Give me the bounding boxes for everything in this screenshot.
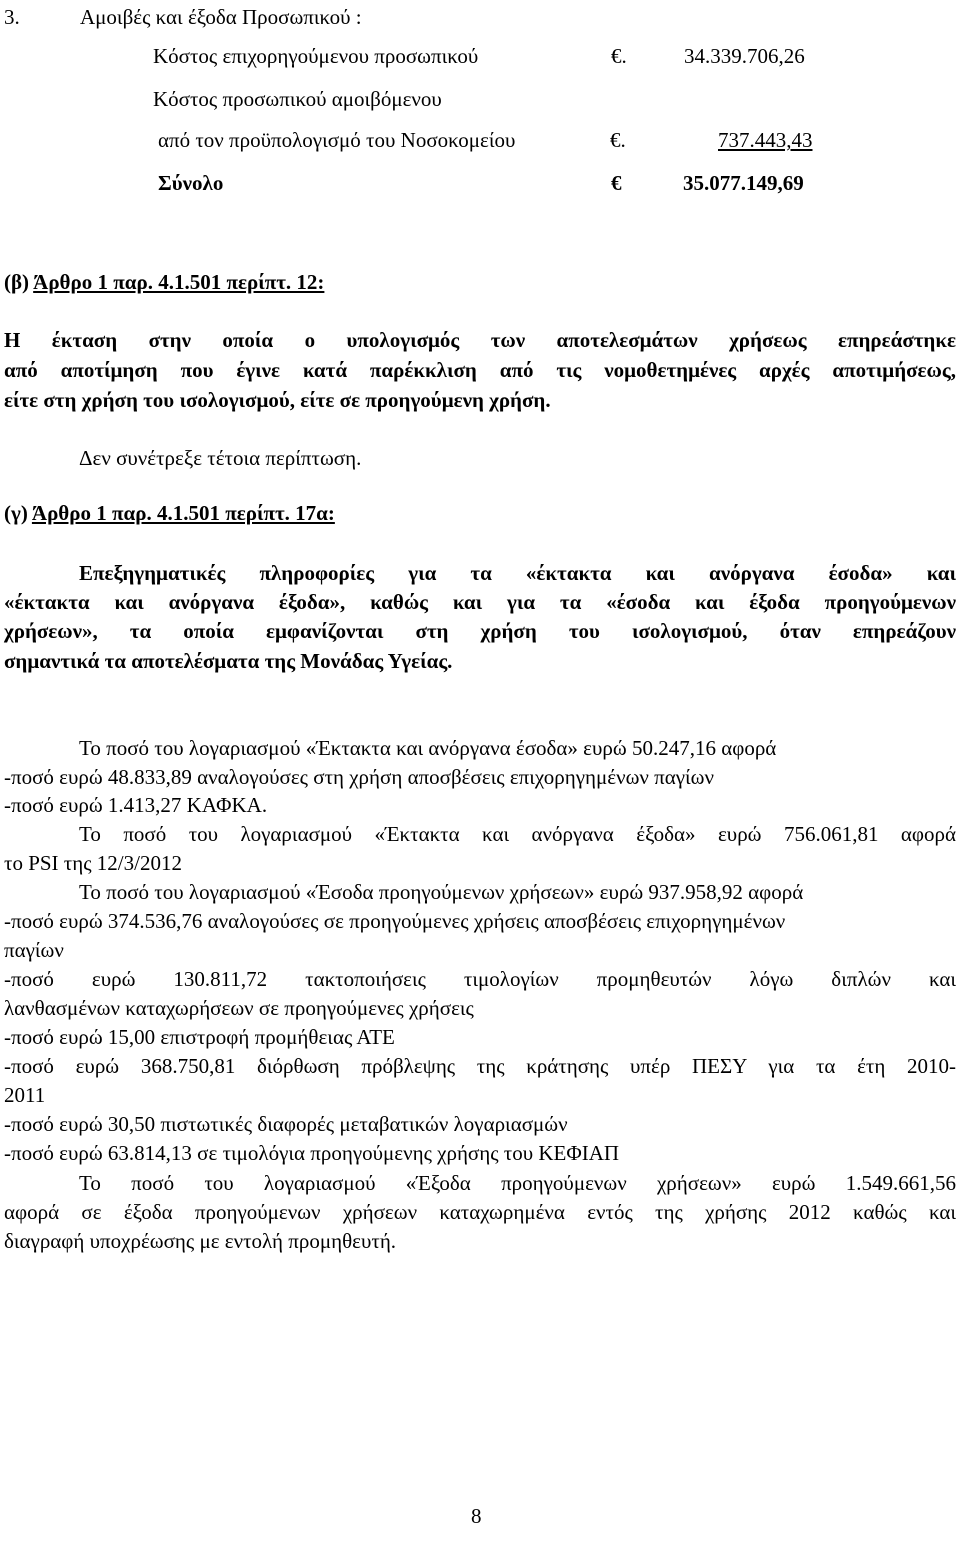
section-c-prefix: (γ) [4,501,28,525]
detail-line-2: -ποσό ευρώ 48.833,89 αναλογούσες στη χρήση αποσβέσεις επιχορηγημένων παγίων [4,765,715,789]
personnel-budget-label-line2: από τον προϋπολογισμό του Νοσοκομείου [158,128,516,152]
detail-line-15: -ποσό ευρώ 63.814,13 σε τιμολόγια προηγούμενης χρήσης του ΚΕΦΙΑΠ [4,1141,620,1165]
detail-line-7: -ποσό ευρώ 374.536,76 αναλογούσες σε προηγούμενες χρήσεις αποσβέσεις επιχορηγημένων [4,909,786,933]
personnel-budget-currency: €. [610,128,626,152]
detail-line-14: -ποσό ευρώ 30,50 πιστωτικές διαφορές μεταβατικών λογαριασμών [4,1112,568,1136]
section-b-paragraph-line2: από αποτίμηση που έγινε κατά παρέκκλιση από τις νομοθετημένες αρχές αποτιμήσεως, [4,358,956,382]
section-c-article: Άρθρο 1 παρ. 4.1.501 περίπτ. 17α: [31,501,335,525]
total-amount: 35.077.149,69 [683,171,804,195]
section-c-paragraph-line3: χρήσεων», τα οποία εμφανίζονται στη χρήση του ισολογισμού, όταν επηρεάζουν [4,619,956,643]
detail-line-9: -ποσό ευρώ 130.811,72 τακτοποιήσεις τιμολογίων προμηθευτών λόγω διπλών και [4,967,956,991]
detail-line-10: λανθασμένων καταχωρήσεων σε προηγούμενες χρήσεις [4,996,474,1020]
section-b-article: Άρθρο 1 παρ. 4.1.501 περίπτ. 12: [33,270,325,294]
section-b-answer: Δεν συνέτρεξε τέτοια περίπτωση. [79,446,362,470]
detail-line-5: το PSI της 12/3/2012 [4,851,182,875]
section-c-heading [4,500,335,526]
detail-prior-year-expenses: Το ποσό του λογαριασμού «Έξοδα προηγούμενων χρήσεων» ευρώ 1.549.661,56 [79,1171,956,1195]
detail-line-18: διαγραφή υποχρέωσης με εντολή προμηθευτή. [4,1229,397,1253]
detail-prior-year-income: Το ποσό του λογαριασμού «Έσοδα προηγούμενων χρήσεων» ευρώ 937.958,92 αφορά [79,880,804,904]
detail-line-12: -ποσό ευρώ 368.750,81 διόρθωση πρόβλεψης της κράτησης υπέρ ΠΕΣΥ για τα έτη 2010- [4,1054,956,1078]
total-currency: € [611,171,622,195]
section-3-heading: Αμοιβές και έξοδα Προσωπικού : [80,5,362,29]
total-label: Σύνολο [158,171,224,195]
personnel-subsidized-currency: €. [611,44,627,68]
detail-line-8: παγίων [4,938,64,962]
section-c-paragraph-line1 [79,560,956,586]
section-3-number: 3. [4,5,20,29]
section-b-paragraph-line3: είτε στη χρήση του ισολογισμού, είτε σε προηγούμενη χρήση. [4,388,551,412]
page-number: 8 [471,1504,482,1528]
section-c-paragraph-line2: «έκτακτα και ανόργανα έξοδα», καθώς και για τα «έσοδα και έξοδα προηγούμενων [4,590,956,614]
detail-line-3: -ποσό ευρώ 1.413,27 ΚΑΦΚΑ. [4,793,268,817]
section-c-line1-text: Επεξηγηματικές πληροφορίες για τα «έκτακτα και ανόργανα έσοδα» και [79,561,956,585]
personnel-budget-label-line1: Κόστος προσωπικού αμοιβόμενου [153,87,442,111]
personnel-subsidized-amount: 34.339.706,26 [684,44,805,68]
detail-extraordinary-income: Το ποσό του λογαριασμού «Έκτακτα και ανόργανα έσοδα» ευρώ 50.247,16 αφορά [79,736,777,760]
detail-line-11: -ποσό ευρώ 15,00 επιστροφή προμήθειας ΑΤΕ [4,1025,395,1049]
section-b-heading [4,269,324,295]
detail-line-17: αφορά σε έξοδα προηγούμενων χρήσεων καταχωρημένα εντός της χρήσης 2012 καθώς και [4,1200,956,1224]
detail-line-13: 2011 [4,1083,46,1107]
detail-extraordinary-expenses: Το ποσό του λογαριασμού «Έκτακτα και ανόργανα έξοδα» ευρώ 756.061,81 αφορά [79,822,956,846]
personnel-subsidized-label: Κόστος επιχορηγούμενου προσωπικού [153,44,479,68]
section-b-prefix: (β) [4,270,30,294]
section-c-paragraph-line4: σημαντικά τα αποτελέσματα της Μονάδας Υγείας. [4,649,453,673]
section-b-paragraph-line1: Η έκταση στην οποία ο υπολογισμός των αποτελεσμάτων χρήσεως επηρεάστηκε [4,328,956,352]
personnel-budget-amount: 737.443,43 [718,128,813,152]
